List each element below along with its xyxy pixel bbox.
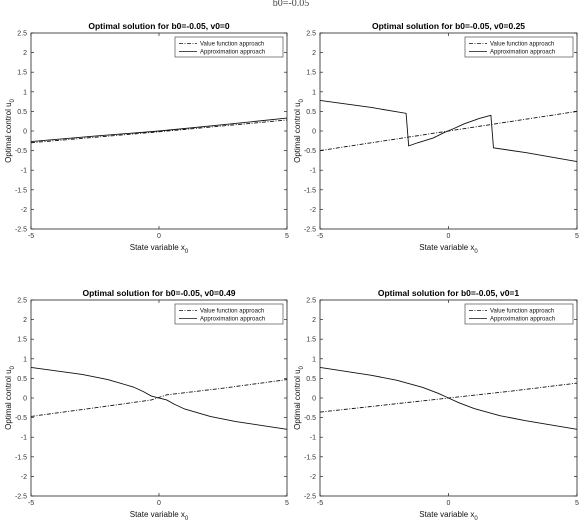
x-axis-label-subscript: 0 (184, 249, 189, 255)
x-axis-label (419, 243, 478, 255)
y-axis-label-subscript: 0 (299, 366, 305, 370)
y-tick-label: 2.5 (306, 30, 316, 38)
y-tick-label: 2.5 (17, 30, 27, 38)
y-tick-label: 1 (23, 89, 27, 97)
y-tick-label: -1.5 (303, 187, 316, 195)
y-tick-label: -2.5 (14, 226, 27, 234)
y-tick-label: 1 (312, 89, 316, 97)
y-tick-label: 0 (23, 395, 27, 403)
x-axis-label-subscript: 0 (474, 516, 478, 522)
x-axis-label-text: State variable x (419, 243, 475, 252)
legend (175, 304, 283, 324)
legend (175, 37, 283, 57)
x-tick-label: 0 (157, 500, 161, 507)
y-tick-label: -2 (20, 206, 27, 214)
y-tick-label: 0.5 (17, 108, 27, 116)
y-axis-label-text: Optimal control u (293, 102, 302, 163)
y-tick-label: 2 (23, 317, 27, 325)
x-tick-label: 5 (575, 500, 579, 507)
x-axis-label (130, 510, 189, 522)
y-tick-label: -2.5 (14, 493, 27, 501)
y-tick-label: -1 (309, 167, 316, 175)
legend-entry-label: Value function approach (490, 41, 555, 48)
y-tick-label: -2 (20, 473, 27, 481)
y-tick-label: 2.5 (306, 297, 316, 305)
y-tick-label: -2.5 (303, 493, 316, 501)
x-tick-label: 0 (446, 233, 451, 240)
chart-title: Optimal solution for b0=-0.05, v0=0.49 (82, 288, 236, 298)
y-tick-label: 2 (312, 50, 316, 58)
chart-panel-1 (4, 21, 289, 255)
x-axis-label (130, 243, 189, 255)
legend-entry-label: Approximation approach (490, 316, 556, 323)
x-axis-label (419, 510, 478, 522)
legend-entry-label: Value function approach (200, 308, 265, 315)
y-axis-label-text: Optimal control u (4, 369, 13, 430)
y-axis-label-text: Optimal control u (4, 102, 13, 163)
x-tick-label: -5 (316, 500, 324, 507)
y-tick-label: 2 (23, 50, 27, 58)
x-axis-label-text: State variable x (419, 510, 475, 519)
y-axis-label-subscript: 0 (299, 99, 305, 103)
y-tick-label: -0.5 (303, 415, 316, 423)
chart-title: Optimal solution for b0=-0.05, v0=0 (88, 21, 230, 31)
y-axis-label-text: Optimal control u (293, 369, 302, 430)
chart-title: Optimal solution for b0=-0.05, v0=0.25 (371, 21, 526, 31)
y-tick-label: -1 (309, 434, 316, 442)
legend-entry-label: Value function approach (200, 41, 265, 48)
chart-title: Optimal solution for b0=-0.05, v0=1 (377, 288, 520, 298)
x-tick-label: -5 (27, 500, 35, 507)
legend (465, 304, 573, 324)
y-tick-label: 0.5 (306, 375, 316, 383)
y-tick-label: -0.5 (14, 148, 27, 156)
y-tick-label: 1.5 (306, 336, 316, 344)
x-axis-label-subscript: 0 (184, 516, 189, 522)
legend-entry-label: Value function approach (490, 308, 555, 315)
x-axis-label-text: State variable x (129, 243, 185, 252)
y-tick-label: -2.5 (303, 226, 316, 234)
y-tick-label: 1 (312, 356, 316, 364)
x-axis-label-subscript: 0 (474, 249, 478, 255)
chart-panel-4 (293, 288, 579, 522)
y-axis-label-subscript: 0 (10, 99, 16, 103)
y-tick-label: 0 (312, 128, 316, 136)
y-tick-label: -1 (20, 167, 27, 175)
y-tick-label: -1.5 (14, 187, 27, 195)
legend (465, 37, 573, 57)
legend-entry-label: Approximation approach (200, 316, 266, 323)
legend-entry-label: Approximation approach (200, 49, 266, 56)
y-tick-label: 1.5 (17, 336, 27, 344)
y-tick-label: 2 (312, 317, 316, 325)
x-tick-label: 5 (285, 500, 289, 507)
y-tick-label: -2 (309, 473, 316, 481)
y-tick-label: -1 (20, 434, 27, 442)
x-tick-label: -5 (27, 233, 35, 240)
figure-top-text: b0=-0.05 (272, 0, 310, 9)
y-tick-label: -0.5 (14, 415, 27, 423)
y-tick-label: 2.5 (17, 297, 27, 305)
x-tick-label: 5 (575, 233, 579, 240)
legend-entry-label: Approximation approach (490, 49, 556, 56)
x-axis-label-text: State variable x (129, 510, 185, 519)
y-tick-label: 0 (23, 128, 27, 136)
x-tick-label: 0 (446, 500, 451, 507)
y-tick-label: 1.5 (306, 69, 316, 77)
chart-panel-2 (293, 21, 579, 255)
y-tick-label: 0.5 (17, 375, 27, 383)
x-tick-label: 0 (157, 233, 161, 240)
y-tick-label: 0 (312, 395, 316, 403)
y-tick-label: -2 (309, 206, 316, 214)
y-tick-label: 1 (23, 356, 27, 364)
x-tick-label: -5 (316, 233, 324, 240)
y-tick-label: -0.5 (303, 148, 316, 156)
y-tick-label: -1.5 (14, 454, 27, 462)
y-axis-label-subscript: 0 (10, 366, 16, 370)
chart-panel-3 (4, 288, 289, 522)
y-tick-label: -1.5 (303, 454, 316, 462)
x-tick-label: 5 (285, 233, 289, 240)
y-tick-label: 0.5 (306, 108, 316, 116)
y-tick-label: 1.5 (17, 69, 27, 77)
